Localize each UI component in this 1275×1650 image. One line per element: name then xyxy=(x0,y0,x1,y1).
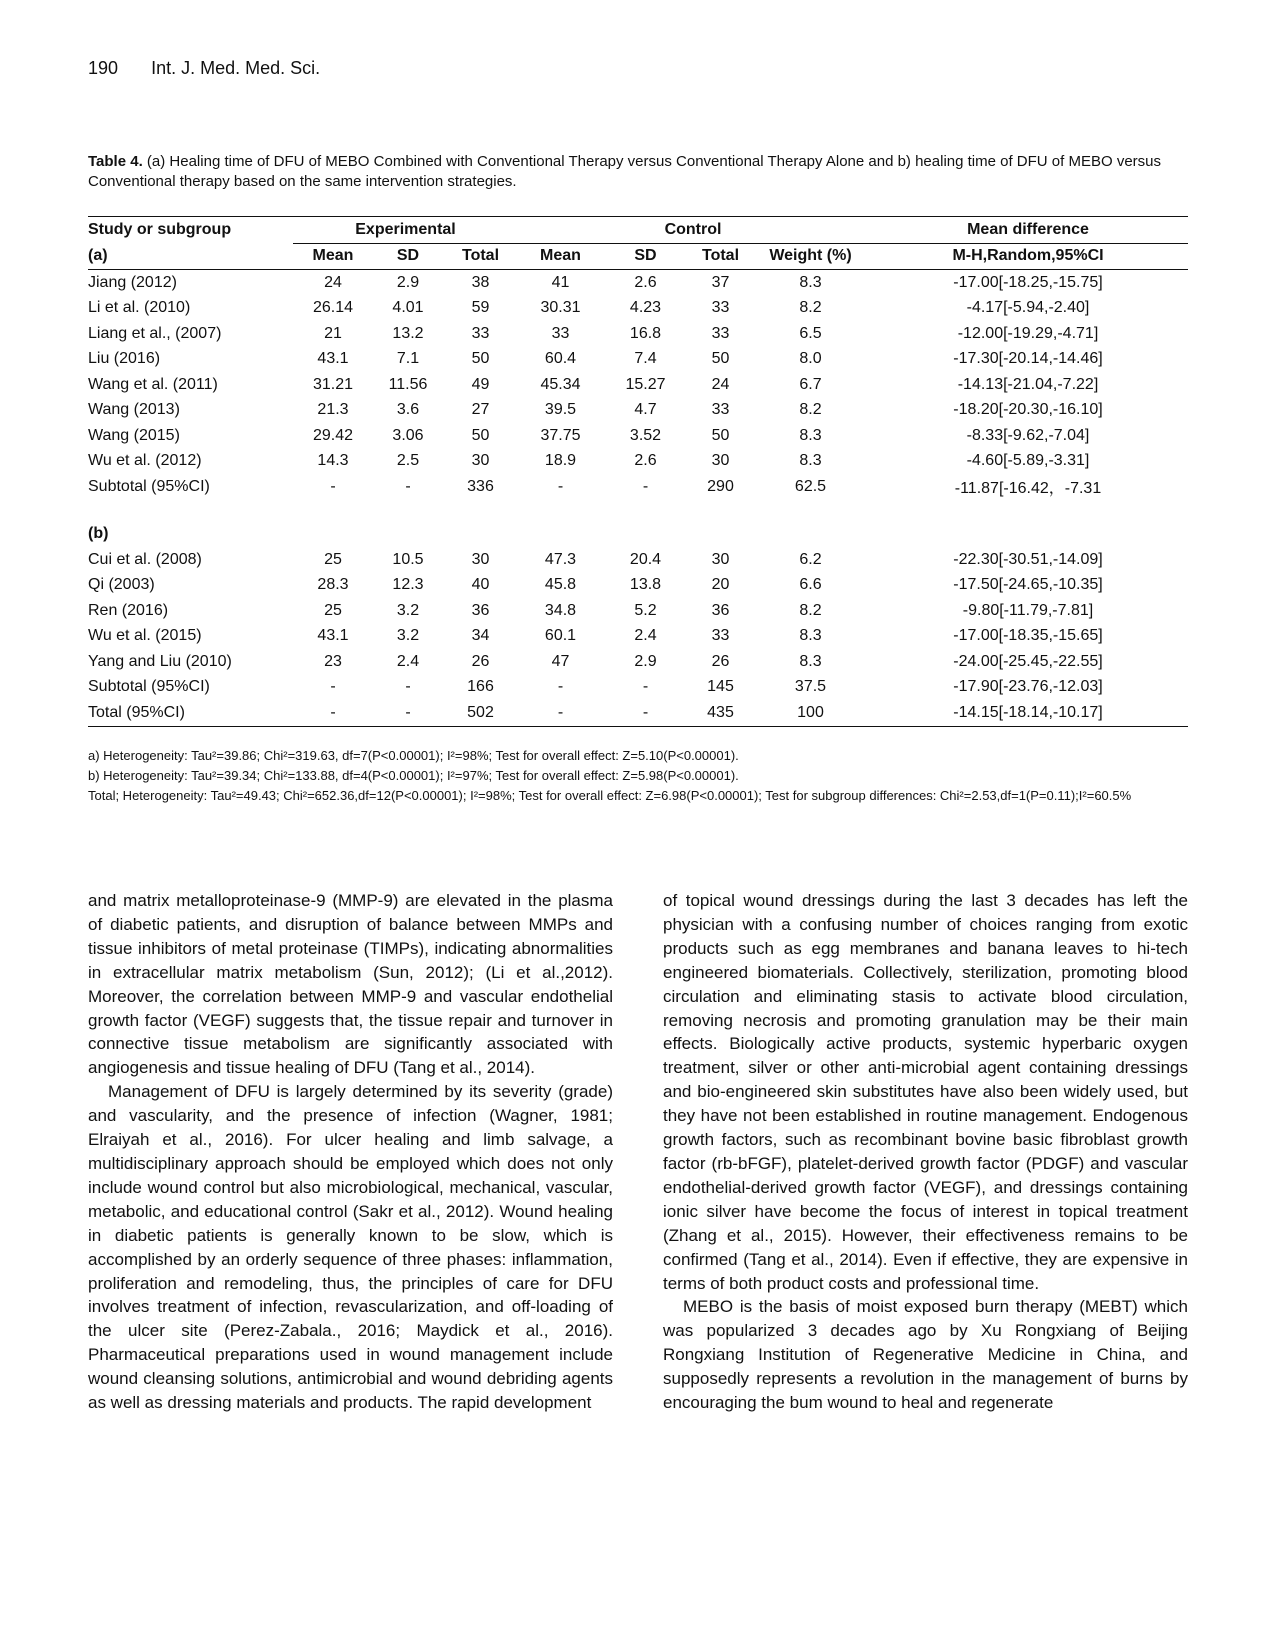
cell: 26.14 xyxy=(312,299,354,317)
cell: 30.31 xyxy=(540,299,581,317)
study-cell: Yang and Liu (2010) xyxy=(88,652,232,670)
study-cell: Liang et al., (2007) xyxy=(88,324,222,342)
cell: 2.4 xyxy=(396,652,420,670)
cell: 34 xyxy=(471,627,490,645)
cell: 2.4 xyxy=(634,627,657,645)
cell: 23 xyxy=(324,652,342,670)
cell: 24 xyxy=(711,375,730,393)
cell: 166 xyxy=(467,678,494,696)
study-cell: Li et al. (2010) xyxy=(88,299,191,317)
cell: 24 xyxy=(324,273,342,291)
cell: 6.6 xyxy=(799,576,822,594)
table-row xyxy=(88,347,1188,373)
cell: 26 xyxy=(471,652,490,670)
cell: 6.2 xyxy=(799,550,822,568)
control-header: Control xyxy=(518,217,868,244)
table-row xyxy=(88,296,1188,322)
study-cell: Ren (2016) xyxy=(88,601,169,619)
cell: 3.2 xyxy=(396,627,420,645)
study-cell: Wu et al. (2015) xyxy=(88,627,202,645)
cell: 2.9 xyxy=(396,273,420,291)
ctrl-sd-header: SD xyxy=(603,243,688,270)
cell: 145 xyxy=(707,678,734,696)
cell: 49 xyxy=(471,375,490,393)
cell: 7.1 xyxy=(396,350,420,368)
cell: 37.75 xyxy=(540,426,581,444)
cell: - xyxy=(603,700,688,726)
study-header: Study or subgroup xyxy=(88,221,232,238)
cell: 30 xyxy=(711,452,730,470)
cell: -17.00[-18.25,-15.75] xyxy=(953,273,1103,291)
paragraph: Management of DFU is largely determined by its severity (grade) and vascularity, and the presence of infection (Wagner, 1981; Elraiyah et al., 2016). For ulcer healing and limb salvage, a multidisciplinary approach should be employed which does not only include wound control but also microbiological, mechanical, vascular, metabolic, and educational control (Sakr et al., 2012). Wound healing in diabetic patients is generally known to be slow, which is accomplished by an orderly sequence of three phases: inflammation, proliferation and remodeling, thus, the principles of care for DFU involves treatment of infection, revascularization, and off-loading of the ulcer site (Perez-Zabala., 2016; Maydick et al., 2016). Pharmaceutical preparations used in wound management include wound cleansing solutions, antimicrobial and wound debriding agents as well as dressing materials and products. The rapid development xyxy=(88,1082,613,1413)
spacer-row xyxy=(88,500,1188,522)
cell: 8.2 xyxy=(799,401,822,419)
paragraph: of topical wound dressings during the last 3 decades has left the physician with a confusing number of choices ranging from exotic products such as egg membranes and banana leaves to hi-tech engineered biomaterials. Collectively, sterilization, promoting blood circulation and eliminating stasis to activate blood circulation, removing necrosis and promoting granulation may be their main effects. Biologically active products, systemic hyperbaric oxygen treatment, silver or other anti-microbial agent containing dressings and bio-engineered skin substitutes have also been widely used, but they have not been established in routine management. Endogenous growth factors, such as recombinant bovine basic fibroblast growth factor (rb-bFGF), platelet-derived growth factor (PDGF) and vascular endothelial-derived growth factor (VEGF), and dressings containing ionic silver have become the focus of interest in topical treatment (Zhang et al., 2015). However, their effectiveness remains to be confirmed (Tang et al., 2014). Even if effective, they are expensive in terms of both product costs and professional time. xyxy=(663,891,1188,1293)
study-cell: Subtotal (95%CI) xyxy=(88,477,210,495)
subtotal-row xyxy=(88,474,1188,500)
cell: 13.8 xyxy=(629,576,662,594)
cell: -8.33[-9.62,-7.04] xyxy=(966,426,1090,444)
study-cell: Wang et al. (2011) xyxy=(88,375,218,393)
study-cell: Wang (2013) xyxy=(88,401,180,419)
cell: 28.3 xyxy=(317,576,349,594)
cell: 25 xyxy=(324,550,342,568)
cell: 6.7 xyxy=(799,375,822,393)
cell: 21 xyxy=(324,324,342,342)
cell: 45.34 xyxy=(540,375,581,393)
results-table-container xyxy=(88,216,1188,727)
cell: 4.7 xyxy=(634,401,657,419)
cell: 6.5 xyxy=(799,324,822,342)
cell: 33 xyxy=(551,324,570,342)
cell: 502 xyxy=(443,700,518,726)
cell: 39.5 xyxy=(544,401,577,419)
cell: 26 xyxy=(711,652,730,670)
cell: 8.2 xyxy=(799,601,822,619)
subgroup-a-label: (a) xyxy=(88,243,293,270)
study-cell: Wang (2015) xyxy=(88,426,180,444)
cell: -14.15[-18.14,-10.17] xyxy=(868,700,1188,726)
cell: - xyxy=(557,477,564,495)
footnote-b: b) Heterogeneity: Tau²=39.34; Chi²=133.88, df=4(P<0.00001); I²=97%; Test for overall effect: Z=5.98(P<0.00001). xyxy=(88,768,739,783)
cell: 4.01 xyxy=(392,299,424,317)
cell: 100 xyxy=(753,700,868,726)
cell: 3.52 xyxy=(629,426,662,444)
cell: 10.5 xyxy=(392,550,424,568)
cell: 3.2 xyxy=(396,601,420,619)
mean-difference-header: Mean difference xyxy=(868,217,1188,244)
paragraph: and matrix metalloproteinase-9 (MMP-9) are elevated in the plasma of diabetic patients, and disruption of balance between MMPs and tissue inhibitors of metal proteinase (TIMPs), indicating abnormalities in extracellular matrix metabolism (Sun, 2012); (Li et al.,2012). Moreover, the correlation between MMP-9 and vascular endothelial growth factor (VEGF) suggests that, the tissue repair and turnover in connective tissue metabolism are significantly associated with angiogenesis and tissue healing of DFU (Tang et al., 2014). xyxy=(88,891,613,1078)
cell: - xyxy=(330,477,336,495)
cell: 8.3 xyxy=(799,273,822,291)
cell: -11.87[-16.42，-7.31 xyxy=(954,480,1102,498)
cell: - xyxy=(293,700,373,726)
cell: 50 xyxy=(471,350,490,368)
cell: 8.3 xyxy=(799,426,822,444)
cell: -24.00[-25.45,-22.55] xyxy=(953,652,1103,670)
table-row xyxy=(88,573,1188,599)
cell: 47.3 xyxy=(544,550,577,568)
cell: 336 xyxy=(467,477,494,495)
cell: 5.2 xyxy=(634,601,657,619)
cell: 29.42 xyxy=(312,426,354,444)
cell: 11.56 xyxy=(388,375,428,393)
cell: 43.1 xyxy=(317,627,349,645)
cell: 37.5 xyxy=(794,678,827,696)
cell: -17.90[-23.76,-12.03] xyxy=(953,678,1103,696)
subgroup-row xyxy=(88,522,1188,548)
cell: 13.2 xyxy=(392,324,424,342)
table-row xyxy=(88,624,1188,650)
cell: 3.6 xyxy=(396,401,420,419)
cell: 7.4 xyxy=(634,350,657,368)
table-row xyxy=(88,547,1188,573)
table-row xyxy=(88,423,1188,449)
cell: 50 xyxy=(711,350,730,368)
cell: 27 xyxy=(471,401,490,419)
cell: - xyxy=(405,678,411,696)
experimental-header: Experimental xyxy=(293,217,518,244)
cell: 33 xyxy=(711,401,730,419)
study-cell: Wu et al. (2012) xyxy=(88,452,202,470)
cell: 37 xyxy=(711,273,730,291)
cell: 36 xyxy=(711,601,730,619)
md-method-header: M-H,Random,95%CI xyxy=(868,243,1188,270)
exp-mean-header: Mean xyxy=(293,243,373,270)
study-cell: Qi (2003) xyxy=(88,576,155,594)
cell: 50 xyxy=(711,426,730,444)
cell: -12.00[-19.29,-4.71] xyxy=(957,324,1099,342)
journal-title: Int. J. Med. Med. Sci. xyxy=(151,58,321,78)
cell: -17.50[-24.65,-10.35] xyxy=(953,576,1103,594)
cell: 8.3 xyxy=(799,652,822,670)
footnote-total: Total; Heterogeneity: Tau²=49.43; Chi²=652.36,df=12(P<0.00001); I²=98%; Test for overall effect: Z=6.98(P<0.00001); Test for subgroup differences: Chi²=2.53,df=1(P=0.11);I²=60.5% xyxy=(88,788,1132,803)
table-footnotes xyxy=(88,746,1188,806)
table-row xyxy=(88,372,1188,398)
cell: - xyxy=(373,700,443,726)
cell: 45.8 xyxy=(544,576,577,594)
cell: 2.9 xyxy=(634,652,657,670)
table-body xyxy=(88,270,1188,727)
cell: 4.23 xyxy=(629,299,662,317)
cell: 33 xyxy=(711,324,730,342)
cell: 2.5 xyxy=(396,452,420,470)
subtotal-row xyxy=(88,675,1188,701)
cell: 30 xyxy=(711,550,730,568)
cell: 8.2 xyxy=(799,299,822,317)
ctrl-mean-header: Mean xyxy=(518,243,603,270)
cell: 34.8 xyxy=(544,601,577,619)
cell: - xyxy=(330,678,336,696)
cell: 2.6 xyxy=(634,273,657,291)
cell: 60.4 xyxy=(544,350,577,368)
study-cell: Total (95%CI) xyxy=(88,700,293,726)
cell: 31.21 xyxy=(312,375,354,393)
study-cell: Liu (2016) xyxy=(88,350,161,368)
cell: 47 xyxy=(551,652,570,670)
cell: - xyxy=(642,477,649,495)
cell: 30 xyxy=(471,452,490,470)
total-row xyxy=(88,700,1188,726)
table-row xyxy=(88,321,1188,347)
cell: - xyxy=(405,477,411,495)
cell: - xyxy=(557,678,564,696)
cell: 43.1 xyxy=(317,350,349,368)
cell: - xyxy=(642,678,649,696)
footnote-a: a) Heterogeneity: Tau²=39.86; Chi²=319.63, df=7(P<0.00001); I²=98%; Test for overall effect: Z=5.10(P<0.00001). xyxy=(88,748,739,763)
cell: 290 xyxy=(707,477,734,495)
cell: 20 xyxy=(711,576,730,594)
cell: -9.80[-11.79,-7.81] xyxy=(962,601,1094,619)
study-cell: Cui et al. (2008) xyxy=(88,550,202,568)
cell: 30 xyxy=(471,550,490,568)
cell: 16.8 xyxy=(629,324,662,342)
cell: 33 xyxy=(711,627,730,645)
cell: 3.06 xyxy=(392,426,424,444)
cell: 20.4 xyxy=(629,550,662,568)
cell: -18.20[-20.30,-16.10] xyxy=(953,401,1103,419)
cell: - xyxy=(518,700,603,726)
cell: 41 xyxy=(551,273,570,291)
cell: 62.5 xyxy=(794,477,827,495)
cell: 25 xyxy=(324,601,342,619)
cell: 38 xyxy=(471,273,490,291)
table-row xyxy=(88,270,1188,296)
cell: 21.3 xyxy=(317,401,349,419)
cell: 14.3 xyxy=(317,452,349,470)
cell: 2.6 xyxy=(634,452,657,470)
table-label: Table 4. xyxy=(88,153,143,170)
caption-text: (a) Healing time of DFU of MEBO Combined with Conventional Therapy versus Conventional Therapy Alone and b) healing time of DFU of MEBO versus Conventional therapy based on the same intervention strategies. xyxy=(88,153,1161,190)
cell: 40 xyxy=(471,576,490,594)
cell: 8.3 xyxy=(799,627,822,645)
cell: -17.00[-18.35,-15.65] xyxy=(953,627,1103,645)
page-number: 190 xyxy=(88,58,119,78)
study-cell: Jiang (2012) xyxy=(88,273,177,291)
ctrl-total-header: Total xyxy=(688,243,753,270)
study-cell: Subtotal (95%CI) xyxy=(88,678,210,696)
results-table xyxy=(88,216,1188,727)
paragraph: MEBO is the basis of moist exposed burn therapy (MEBT) which was popularized 3 decades ago by Xu Rongxiang of Beijing Rongxiang Institution of Regenerative Medicine in China, and supposedly represents a revolution in the management of burns by encouraging the bum wound to heal and regenerate xyxy=(663,1297,1188,1413)
body-column-left xyxy=(88,889,613,1415)
cell: 8.0 xyxy=(799,350,822,368)
cell: 33 xyxy=(711,299,730,317)
table-row xyxy=(88,398,1188,424)
cell: 435 xyxy=(688,700,753,726)
cell: -4.60[-5.89,-3.31] xyxy=(966,452,1090,470)
cell: 15.27 xyxy=(625,375,666,393)
cell: 59 xyxy=(471,299,490,317)
cell: -22.30[-30.51,-14.09] xyxy=(953,550,1103,568)
cell: 33 xyxy=(471,324,490,342)
cell: -4.17[-5.94,-2.40] xyxy=(966,299,1090,317)
table-row xyxy=(88,449,1188,475)
table-row xyxy=(88,598,1188,624)
running-header xyxy=(88,58,320,79)
exp-sd-header: SD xyxy=(373,243,443,270)
body-column-right xyxy=(663,889,1188,1415)
weight-header: Weight (%) xyxy=(753,243,868,270)
cell: -17.30[-20.14,-14.46] xyxy=(953,350,1103,368)
cell: 36 xyxy=(471,601,490,619)
subgroup-b-label: (b) xyxy=(88,525,109,543)
cell: 50 xyxy=(471,426,490,444)
cell: -14.13[-21.04,-7.22] xyxy=(957,375,1099,393)
cell: 8.3 xyxy=(799,452,822,470)
cell: 12.3 xyxy=(392,576,424,594)
table-row xyxy=(88,649,1188,675)
exp-total-header: Total xyxy=(443,243,518,270)
table-caption xyxy=(88,152,1188,192)
cell: 18.9 xyxy=(544,452,577,470)
cell: 60.1 xyxy=(544,627,577,645)
